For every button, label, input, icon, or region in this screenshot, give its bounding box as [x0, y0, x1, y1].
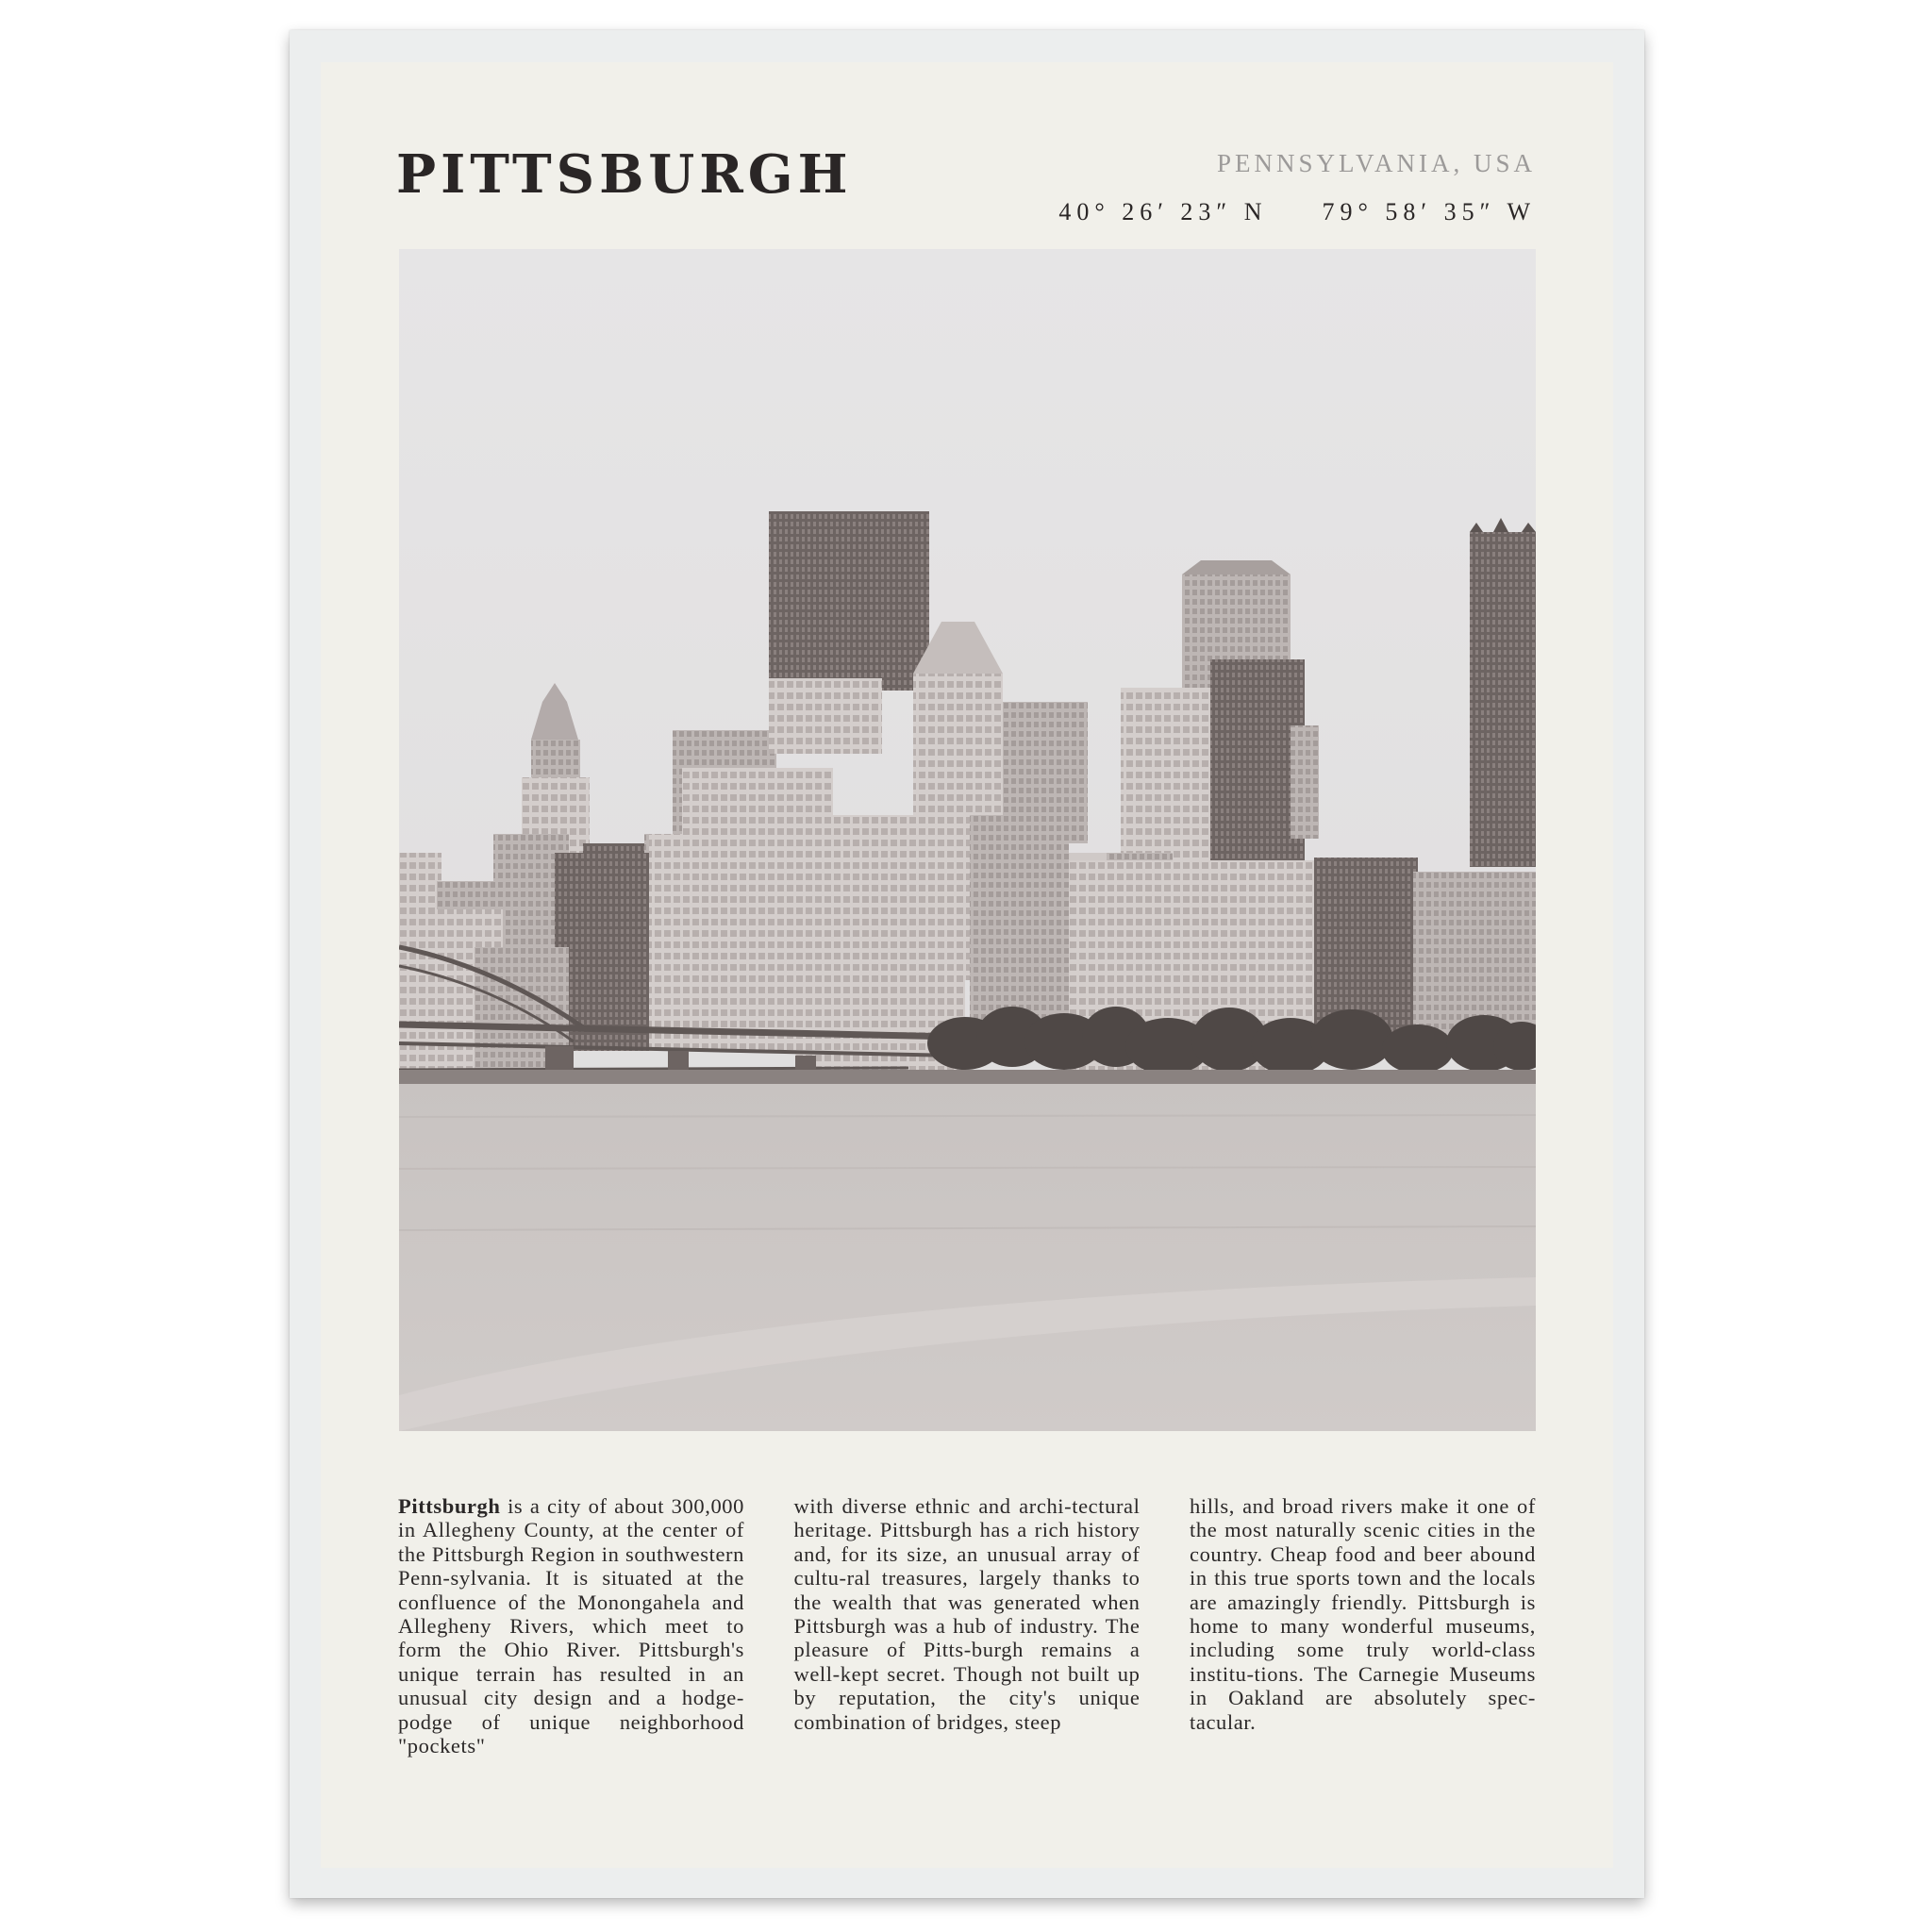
description-lead: Pittsburgh [398, 1494, 501, 1518]
description-column-3: hills, and broad rivers make it one of the most naturally scenic cities in the country. Cheap food and beer abound in this true sports town and the locals are amazingly friendly. Pittsburgh is home to many wonderful museums, including some truly world-class institu-tions. The Carnegie Museums in Oakland are absolutely spec-tacular. [1190, 1494, 1536, 1734]
description-column-1: Pittsburgh is a city of about 300,000 in Allegheny County, at the center of the Pittsburgh Region in southwestern Penn-sylvania. It is situated at the confluence of the Monongahela and Allegheny Rivers, which meet to form the Ohio River. Pittsburgh's unique terrain has resulted in an unusual city design and a hodge-podge of unique neighborhood "pockets" [398, 1494, 744, 1758]
longitude: 79° 58′ 35″ W [1322, 198, 1536, 225]
city-title: PITTSBURGH [396, 143, 853, 206]
description-column-2: with diverse ethnic and archi-tectural heritage. Pittsburgh has a rich history and, for its size, an unusual array of cultu-ral treasures, largely thanks to the wealth that was generated when Pittsburgh was a hub of industry. The pleasure of Pitts-burgh remains a well-kept secret. Though not built up by reputation, the city's unique combination of bridges, steep [793, 1494, 1141, 1734]
coordinates [1058, 198, 1536, 226]
latitude: 40° 26′ 23″ N [1058, 198, 1268, 225]
region-label: PENNSYLVANIA, USA [1216, 149, 1536, 177]
description [398, 1494, 1536, 1757]
skyline-photo [399, 249, 1536, 1431]
